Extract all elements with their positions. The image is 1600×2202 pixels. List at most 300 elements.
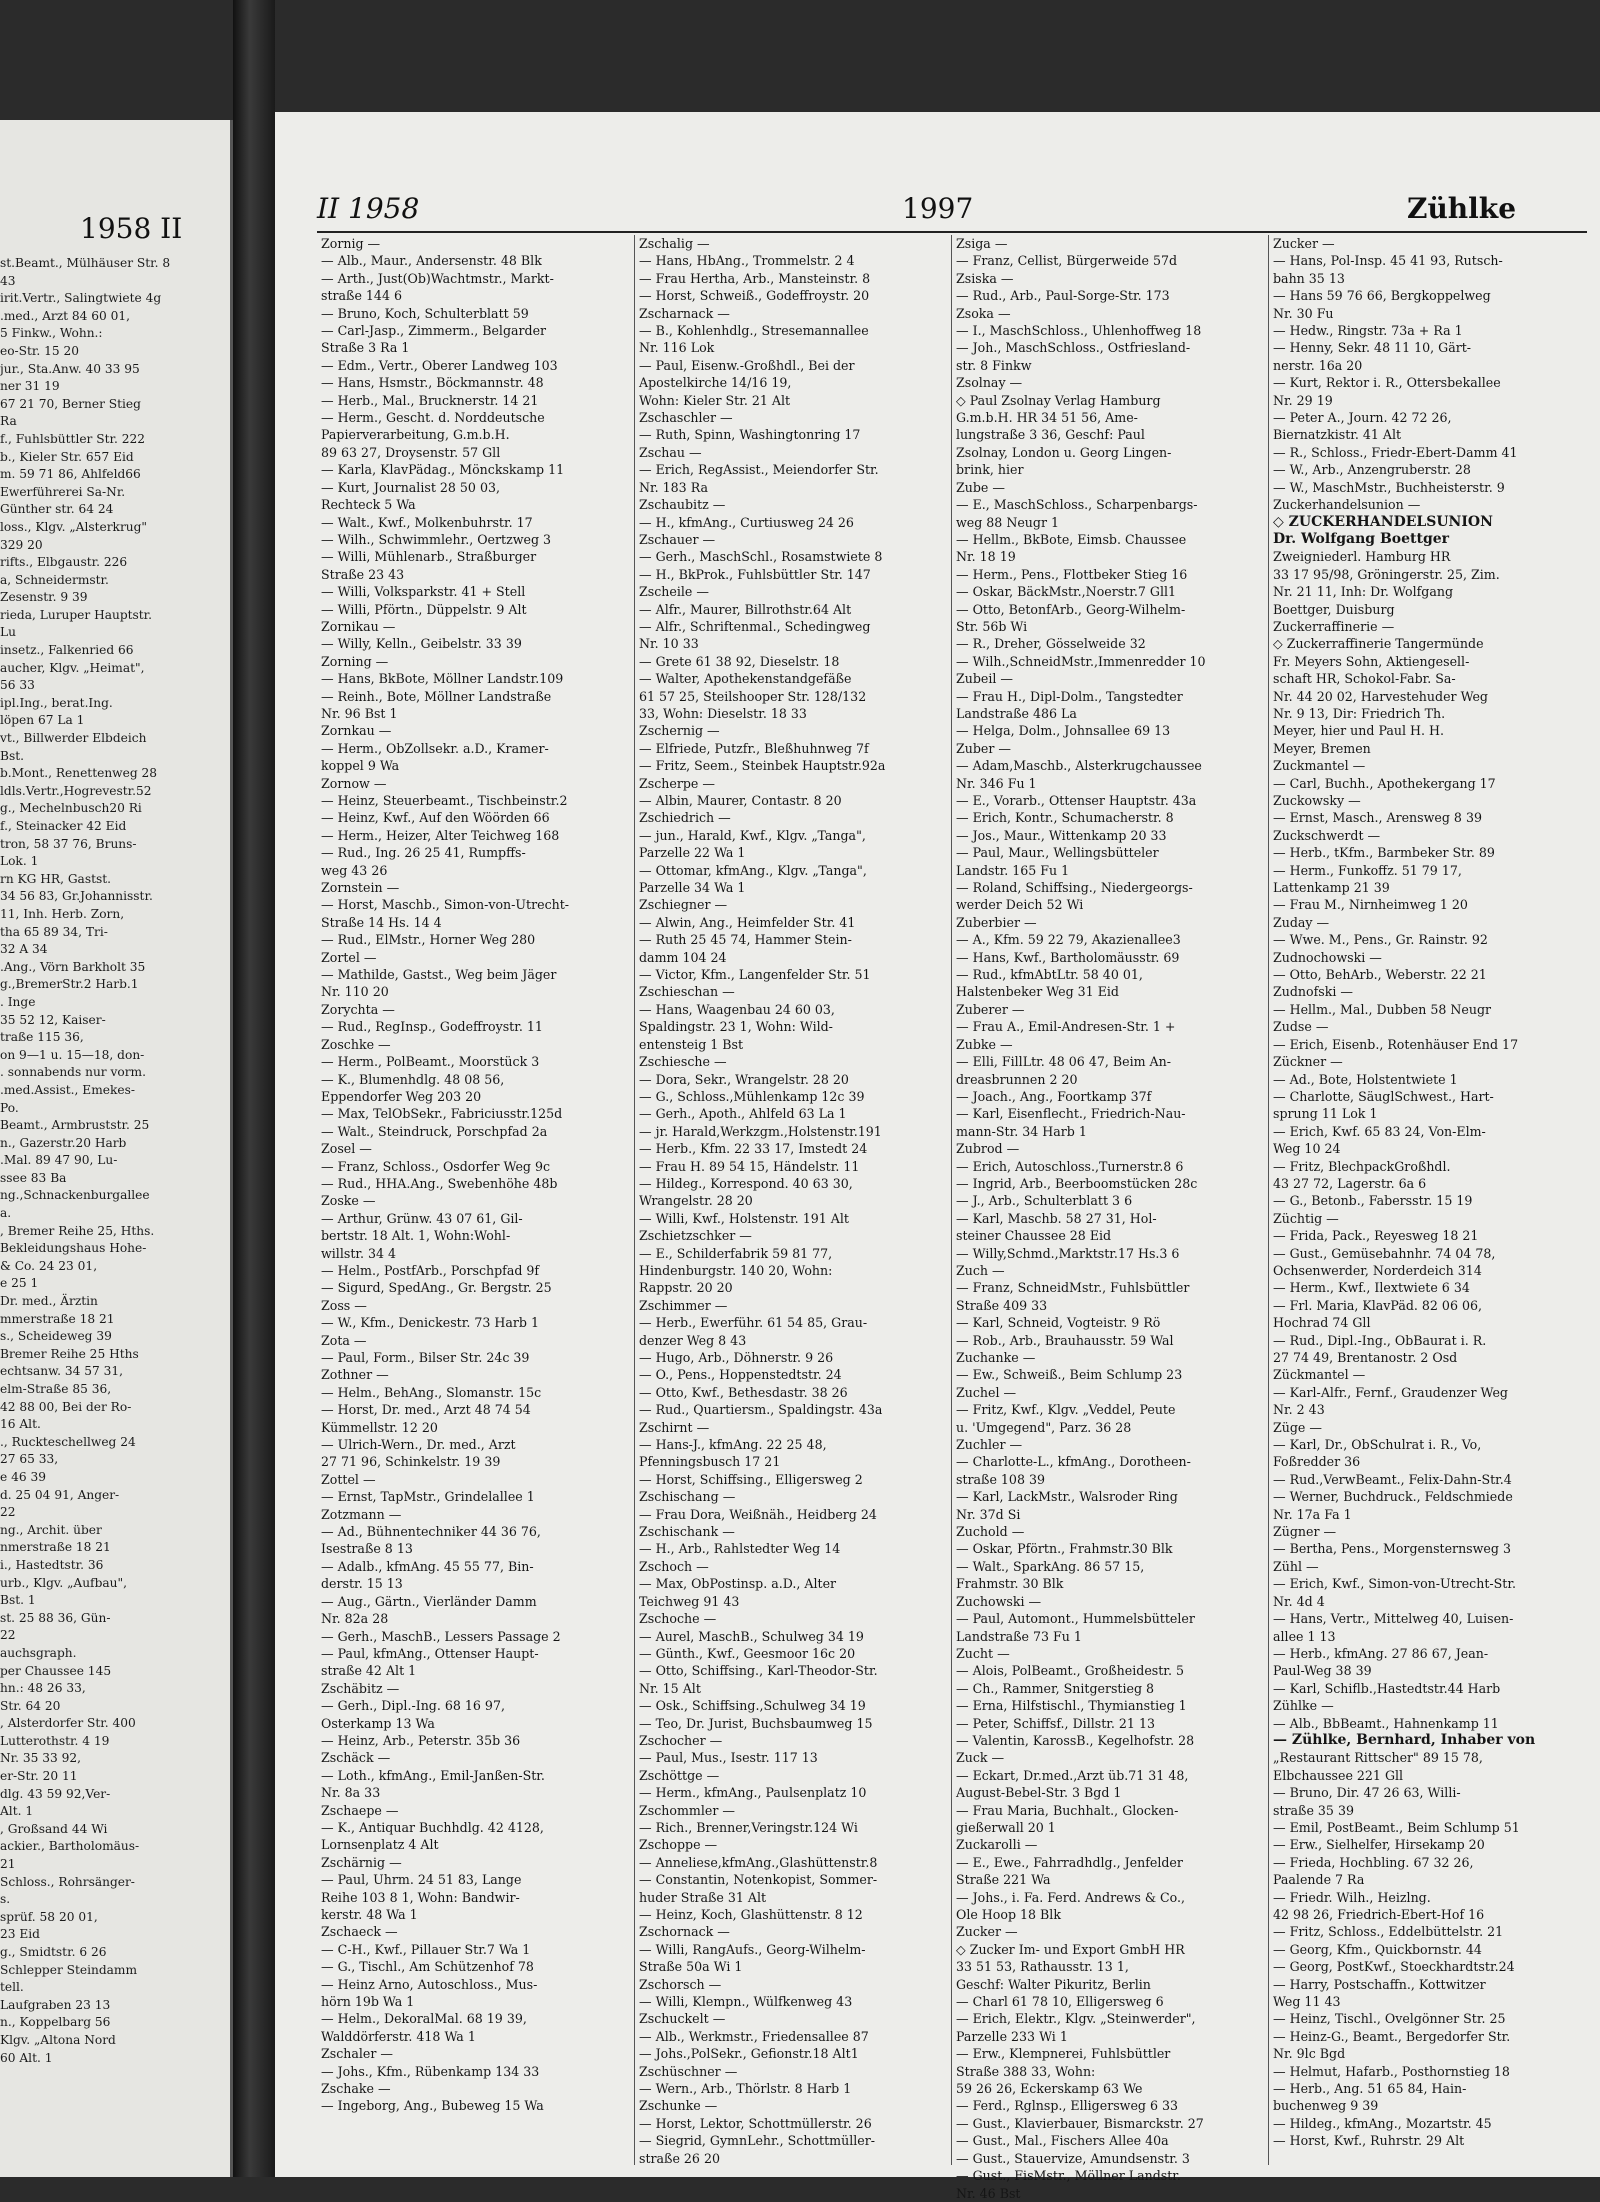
entry-line: bertstr. 18 Alt. 1, Wohn:Wohl- [321, 1228, 511, 1244]
entry-line: Nr. 29 19 [1273, 392, 1333, 408]
entry-line: — Herm., PolBeamt., Moorstück 3 [321, 1054, 540, 1070]
entry-line: Zschischank — [639, 1524, 735, 1540]
entry-line: — Frau Maria, Buchhalt., Glocken- [956, 1802, 1179, 1818]
directory-page [275, 112, 1600, 2201]
entry-line: loss., Klgv. „Alsterkrug" [0, 519, 148, 534]
entry-line: — Otto, BetonfArb., Georg-Wilhelm- [956, 601, 1186, 617]
entry-line: — Willy, Kelln., Geibelstr. 33 39 [321, 636, 522, 652]
entry-line: Zühl — [1273, 1558, 1319, 1574]
entry-line: schaft HR, Schokol-Fabr. Sa- [1273, 671, 1456, 687]
entry-line: — Günth., Kwf., Geesmoor 16c 20 [639, 1645, 856, 1661]
entry-line: — jr. Harald,Werkzgm.,Holstenstr.191 [639, 1123, 882, 1139]
entry-line: „Restaurant Rittscher" 89 15 78, [1273, 1750, 1483, 1766]
entry-line: — Gerh., Apoth., Ahlfeld 63 La 1 [639, 1106, 847, 1122]
entry-line: 42 88 00, Bei der Ro- [0, 1399, 132, 1414]
entry-line: — Fritz, Kwf., Klgv. „Veddel, Peute [956, 1402, 1176, 1418]
entry-line: willstr. 34 4 [321, 1245, 397, 1261]
entry-line: — Oskar, BäckMstr.,Noerstr.7 Gll1 [956, 584, 1177, 600]
entry-line: koppel 9 Wa [321, 758, 400, 774]
entry-line: — Erw., Sielhelfer, Hirsekamp 20 [1273, 1837, 1485, 1853]
entry-line: Ra [0, 414, 17, 429]
entry-line: — G., Tischl., Am Schützenhof 78 [321, 1959, 534, 1975]
entry-line: — Herm., kfmAng., Paulsenplatz 10 [639, 1785, 867, 1801]
entry-line: Zucht — [956, 1645, 1010, 1661]
entry-line: — Kurt, Rektor i. R., Ottersbekallee [1273, 375, 1501, 391]
directory-column-1 [317, 235, 634, 2165]
entry-line: eo-Str. 15 20 [0, 343, 80, 358]
entry-line: Landstr. 165 Fu 1 [956, 862, 1070, 878]
entry-line: huder Straße 31 Alt [639, 1889, 767, 1905]
entry-line: Hochrad 74 Gll [1273, 1315, 1371, 1331]
entry-line: Reihe 103 8 1, Wohn: Bandwir- [321, 1889, 520, 1905]
entry-line: — Hans, Pol-Insp. 45 41 93, Rutsch- [1273, 253, 1503, 269]
entry-line: — Teo, Dr. Jurist, Buchsbaumweg 15 [639, 1715, 873, 1731]
entry-line: 43 [0, 273, 16, 288]
entry-line: — Osk., Schiffsing.,Schulweg 34 19 [639, 1698, 866, 1714]
entry-line: Zschaepe — [321, 1802, 399, 1818]
volume-label: II 1958 [317, 192, 420, 225]
entry-line: — Paul, Mus., Isestr. 117 13 [639, 1750, 818, 1766]
entry-line: Zottel — [321, 1471, 376, 1487]
entry-line: .Mal. 89 47 90, Lu- [0, 1153, 118, 1168]
entry-line: 33 51 53, Rathausstr. 13 1, [956, 1959, 1129, 1975]
entry-line: Zschalig — [639, 236, 710, 251]
entry-line: — Peter A., Journ. 42 72 26, [1273, 410, 1452, 426]
entry-line: str. 8 Finkw [956, 357, 1032, 373]
entry-line: — Alfr., Maurer, Billrothstr.64 Alt [639, 601, 852, 617]
entry-line: Halstenbeker Weg 31 Eid [956, 984, 1119, 1000]
entry-line: e 46 39 [0, 1469, 46, 1484]
entry-line: — Loth., kfmAng., Emil-Janßen-Str. [321, 1767, 545, 1783]
entry-line: 33 17 95/98, Gröningerstr. 25, Zim. [1273, 566, 1500, 582]
entry-line: tron, 58 37 76, Bruns- [0, 836, 137, 851]
entry-line: kerstr. 48 Wa 1 [321, 1907, 418, 1922]
entry-line: Züge — [1273, 1419, 1322, 1435]
entry-line: — Rud., RegInsp., Godeffroystr. 11 [321, 1019, 543, 1035]
entry-line: — Adam,Maschb., Alsterkrugchaussee [956, 758, 1202, 774]
entry-line: rifts., Elbgaustr. 226 [0, 555, 128, 570]
entry-line: — Ch., Rammer, Snitgerstieg 8 [956, 1680, 1155, 1696]
entry-line: — Charlotte-L., kfmAng., Dorotheen- [956, 1454, 1191, 1470]
entry-line: Lattenkamp 21 39 [1273, 880, 1390, 896]
entry-line: — Carl, Buchh., Apothekergang 17 [1273, 775, 1496, 791]
entry-line: m. 59 71 86, Ahlfeld66 [0, 467, 141, 482]
entry-line: — Edm., Vertr., Oberer Landweg 103 [321, 357, 558, 373]
entry-line: August-Bebel-Str. 3 Bgd 1 [956, 1785, 1122, 1801]
entry-line: — Max, ObPostinsp. a.D., Alter [639, 1576, 837, 1592]
entry-line: — Otto, Kwf., Bethesdastr. 38 26 [639, 1384, 848, 1400]
entry-line: — E., Vorarb., Ottenser Hauptstr. 43a [956, 793, 1197, 808]
entry-line: — Alb., Werkmstr., Friedensallee 87 [639, 2028, 869, 2044]
entry-line: 22 [0, 1505, 16, 1520]
entry-line: — Zühlke, Bernhard, Inhaber von [1273, 1731, 1536, 1748]
entry-line: — W., Kfm., Denickestr. 73 Harb 1 [321, 1315, 539, 1331]
entry-line: — Erich, Eisenb., Rotenhäuser End 17 [1273, 1036, 1519, 1052]
entry-line: 56 33 [0, 678, 35, 693]
entry-line: 27 65 33, [0, 1452, 59, 1467]
entry-line: mmerstraße 18 21 [0, 1311, 115, 1326]
entry-line: Zschaubitz — [639, 497, 726, 513]
entry-line: insetz., Falkenried 66 [0, 643, 134, 658]
entry-line: Nr. 17a Fa 1 [1273, 1506, 1352, 1522]
entry-line: sprung 11 Lok 1 [1273, 1106, 1378, 1122]
entry-line: Zschiedrich — [639, 810, 731, 826]
entry-line: 60 Alt. 1 [0, 2050, 53, 2065]
entry-line: Zuckschwerdt — [1273, 827, 1381, 843]
entry-line: mann-Str. 34 Harb 1 [956, 1123, 1087, 1139]
entry-line: — C-H., Kwf., Pillauer Str.7 Wa 1 [321, 1941, 531, 1957]
entry-line: Nr. 18 19 [956, 549, 1016, 565]
entry-line: Wohn: Kieler Str. 21 Alt [639, 392, 791, 408]
entry-line: bahn 35 13 [1273, 270, 1345, 286]
entry-line: elm-Straße 85 36, [0, 1382, 112, 1396]
entry-line: Zschernig — [639, 723, 720, 739]
entry-line: — Bruno, Dir. 47 26 63, Willi- [1273, 1785, 1461, 1801]
entry-line: Str. 56b Wi [956, 618, 1028, 634]
entry-line: rieda, Luruper Hauptstr. [0, 607, 153, 622]
entry-line: — Herb., Ewerführ. 61 54 85, Grau- [639, 1315, 868, 1331]
entry-line: dreasbrunnen 2 20 [956, 1071, 1078, 1087]
entry-line: Laufgraben 23 13 [0, 1997, 111, 2012]
entry-line: — Herb., Kfm. 22 33 17, Imstedt 24 [639, 1141, 868, 1157]
entry-line: Zsiska — [956, 270, 1014, 286]
entry-line: ner 31 19 [0, 379, 60, 394]
entry-line: n., Gazerstr.20 Harb [0, 1135, 127, 1150]
entry-line: Pfenningsbusch 17 21 [639, 1454, 781, 1470]
entry-line: Paul-Weg 38 39 [1273, 1663, 1372, 1679]
entry-line: 11, Inh. Herb. Zorn, [0, 906, 125, 921]
entry-line: hörn 19b Wa 1 [321, 1994, 415, 2010]
entry-line: Zuchel — [956, 1384, 1017, 1400]
running-name: Zühlke [1407, 192, 1517, 225]
entry-line: ◇ Paul Zsolnay Verlag Hamburg [956, 392, 1161, 408]
entry-line: Bst. [0, 748, 24, 763]
entry-line: Zschocher — [639, 1732, 723, 1748]
entry-line: — Victor, Kfm., Langenfelder Str. 51 [639, 967, 871, 983]
entry-line: — H., kfmAng., Curtiusweg 24 26 [639, 514, 854, 530]
entry-line: straße 108 39 [956, 1471, 1045, 1487]
entry-line: — Karl, Maschb. 58 27 31, Hol- [956, 1210, 1157, 1226]
entry-line: — Wwe. M., Pens., Gr. Rainstr. 92 [1273, 932, 1488, 948]
entry-line: g.,BremerStr.2 Harb.1 [0, 977, 139, 992]
entry-line: Lu [0, 625, 16, 640]
entry-line: — Rob., Arb., Brauhausstr. 59 Wal [956, 1332, 1174, 1348]
entry-line: Fr. Meyers Sohn, Aktiengesell- [1273, 653, 1470, 669]
entry-line: — Frau H. 89 54 15, Händelstr. 11 [639, 1158, 860, 1174]
entry-line: Hindenburgstr. 140 20, Wohn: [639, 1262, 833, 1278]
entry-line: Meyer, Bremen [1273, 740, 1371, 756]
entry-line: Zschaler — [321, 2046, 393, 2062]
entry-line: — Herb., kfmAng. 27 86 67, Jean- [1273, 1645, 1489, 1661]
entry-line: — Herb., Ang. 51 65 84, Hain- [1273, 2081, 1467, 2097]
entry-line: 34 56 83, Gr.Johannisstr. [0, 889, 153, 904]
entry-line: straße 42 Alt 1 [321, 1663, 417, 1679]
entry-line: — Herm., Kwf., Ilextwiete 6 34 [1273, 1280, 1470, 1296]
entry-line: — Franz, Cellist, Bürgerweide 57d [956, 253, 1178, 269]
entry-line: — H., BkProk., Fuhlsbüttler Str. 147 [639, 566, 871, 582]
entry-line: Zuckmantel — [1273, 758, 1366, 774]
entry-line: — Rud., Ing. 26 25 41, Rumpffs- [321, 845, 526, 861]
entry-line: — Elfriede, Putzfr., Bleßhuhnweg 7f [639, 740, 869, 756]
entry-line: — Erich, Kwf., Simon-von-Utrecht-Str. [1273, 1576, 1516, 1592]
entry-line: — H., Arb., Rahlstedter Weg 14 [639, 1541, 841, 1557]
entry-line: Zschieschan — [639, 984, 735, 1000]
entry-line: — Carl-Jasp., Zimmerm., Belgarder [321, 323, 547, 339]
entry-line: — Constantin, Notenkopist, Sommer- [639, 1872, 878, 1888]
entry-line: — Siegrid, GymnLehr., Schottmüller- [639, 2133, 876, 2149]
directory-columns [317, 235, 1587, 2201]
entry-line: Zscherpe — [639, 775, 715, 791]
entry-line: s. [0, 1892, 11, 1907]
entry-line: urb., Klgv. „Aufbau", [0, 1575, 127, 1590]
entry-line: — Fritz, Schloss., Eddelbüttelstr. 21 [1273, 1924, 1504, 1940]
entry-line: 23 Eid [0, 1927, 40, 1942]
entry-line: — Frieda, Hochbling. 67 32 26, [1273, 1854, 1474, 1870]
entry-line: 32 A 34 [0, 942, 48, 957]
entry-line: straße 26 20 [639, 2150, 720, 2166]
entry-line: Straße 14 Hs. 14 4 [321, 914, 442, 930]
entry-line: entensteig 1 Bst [639, 1036, 744, 1052]
entry-line: .med.Assist., Emekes- [0, 1082, 135, 1097]
entry-line: — R., Dreher, Gösselweide 32 [956, 636, 1146, 652]
entry-line: — W., Arb., Anzengruberstr. 28 [1273, 462, 1471, 478]
entry-line: — E., MaschSchloss., Scharpenbargs- [956, 497, 1198, 513]
entry-line: — Rud., ElMstr., Horner Weg 280 [321, 932, 536, 948]
entry-line: — Helm., DekoralMal. 68 19 39, [321, 2011, 527, 2027]
entry-line: ldls.Vertr.,Hogrevestr.52 [0, 783, 152, 798]
entry-line: — Johs., i. Fa. Ferd. Andrews & Co., [956, 1889, 1186, 1905]
entry-line: st.Beamt., Mülhäuser Str. 8 [0, 256, 171, 270]
entry-line: — Alb., Maur., Andersenstr. 48 Blk [321, 253, 542, 269]
entry-line: — E., Schilderfabrik 59 81 77, [639, 1245, 833, 1261]
entry-line: — Adalb., kfmAng. 45 55 77, Bin- [321, 1558, 534, 1574]
entry-line: werder Deich 52 Wi [956, 897, 1084, 913]
entry-line: Weg 10 24 [1273, 1141, 1341, 1157]
entry-line: Meyer, hier und Paul H. H. [1273, 723, 1444, 739]
entry-line: — Alois, PolBeamt., Großheidestr. 5 [956, 1663, 1184, 1679]
entry-line: — Heinz-G., Beamt., Bergedorfer Str. [1273, 2028, 1511, 2044]
entry-line: Bst. 1 [0, 1593, 36, 1608]
entry-line: 329 20 [0, 537, 43, 552]
entry-line: u. 'Umgegend", Parz. 36 28 [956, 1419, 1132, 1435]
entry-line: Zornikau — [321, 618, 396, 634]
entry-line: Nr. 35 33 92, [0, 1751, 82, 1766]
entry-line: — Eckart, Dr.med.,Arzt üb.71 31 48, [956, 1767, 1189, 1783]
entry-line: — Hans, BkBote, Möllner Landstr.109 [321, 671, 564, 687]
entry-line: — Anneliese,kfmAng.,Glashüttenstr.8 [639, 1854, 878, 1870]
entry-line: — Rud., Arb., Paul-Sorge-Str. 173 [956, 288, 1170, 304]
entry-line: 21 [0, 1857, 16, 1872]
entry-line: — Aurel, MaschB., Schulweg 34 19 [639, 1628, 864, 1644]
entry-line: Zuck — [956, 1750, 1005, 1766]
entry-line: — Heinz, Arb., Peterstr. 35b 36 [321, 1732, 521, 1748]
entry-line: Nr. 8a 33 [321, 1785, 381, 1801]
entry-line: — Fritz, BlechpackGroßhdl. [1273, 1158, 1451, 1174]
entry-line: — Charlotte, SäuglSchwest., Hart- [1273, 1088, 1494, 1104]
entry-line: Zschorsch — [639, 1976, 722, 1992]
entry-line: — Ferd., Rglnsp., Elligersweg 6 33 [956, 2098, 1179, 2114]
entry-line: Zotzmann — [321, 1506, 402, 1522]
entry-line: Zschiegner — [639, 897, 728, 913]
entry-line: — Reinh., Bote, Möllner Landstraße [321, 688, 552, 704]
entry-line: allee 1 13 [1273, 1628, 1336, 1644]
entry-line: Nr. 30 Fu [1273, 305, 1334, 321]
entry-line: — Otto, Schiffsing., Karl-Theodor-Str. [639, 1663, 878, 1679]
entry-line: — Joh., MaschSchloss., Ostfriesland- [956, 340, 1191, 356]
entry-line: ◇ Zucker Im- und Export GmbH HR [956, 1941, 1185, 1957]
entry-line: — Willi, Pförtn., Düppelstr. 9 Alt [321, 601, 527, 617]
entry-line: e 25 1 [0, 1276, 39, 1291]
entry-line: Lornsenplatz 4 Alt [321, 1837, 439, 1853]
entry-line: ., Ruckteschellweg 24 [0, 1434, 136, 1449]
entry-line: — K., Blumenhdlg. 48 08 56, [321, 1071, 505, 1087]
entry-line: — Valentin, KarossB., Kegelhofstr. 28 [956, 1732, 1195, 1748]
entry-line: — Grete 61 38 92, Dieselstr. 18 [639, 653, 840, 669]
directory-column-2 [634, 235, 951, 2165]
entry-line: Isestraße 8 13 [321, 1541, 413, 1557]
entry-line: Nr. 82a 28 [321, 1611, 389, 1627]
entry-line: — Frau M., Nirnheimweg 1 20 [1273, 897, 1468, 913]
entry-line: — Helm., PostfArb., Porschpfad 9f [321, 1262, 540, 1278]
left-page-header: 1958 II [80, 212, 183, 245]
entry-line: Züchtig — [1273, 1210, 1339, 1226]
entry-line: — Gust., Klavierbauer, Bismarckstr. 27 [956, 2115, 1204, 2131]
entry-line: Papierverarbeitung, G.m.b.H. [321, 427, 510, 443]
entry-line: Zschischang — [639, 1489, 736, 1505]
entry-line: — Heinz, Koch, Glashüttenstr. 8 12 [639, 1907, 863, 1922]
entry-line: — Erna, Hilfstischl., Thymianstieg 1 [956, 1698, 1187, 1714]
entry-line: auchsgraph. [0, 1645, 77, 1660]
entry-line: — Willi, Kwf., Holstenstr. 191 Alt [639, 1210, 849, 1226]
entry-line: — Herm., Heizer, Alter Teichweg 168 [321, 827, 560, 843]
entry-line: Straße 23 43 [321, 566, 405, 582]
entry-line: tell. [0, 1980, 24, 1995]
entry-line: — Erich, Kwf. 65 83 24, Von-Elm- [1273, 1123, 1486, 1139]
entry-line: Zschirnt — [639, 1419, 710, 1435]
entry-line: straße 144 6 [321, 288, 402, 304]
entry-line: Zschoch — [639, 1558, 709, 1574]
entry-line: a, Schneidermstr. [0, 572, 109, 587]
entry-line: ◇ ZUCKERHANDELSUNION [1273, 513, 1493, 530]
entry-line: — Herm., ObZollsekr. a.D., Kramer- [321, 740, 549, 756]
entry-line: g., Mechelnbusch20 Ri [0, 801, 142, 816]
entry-line: Nr. 37d Si [956, 1506, 1021, 1522]
entry-line: — Hans, Hsmstr., Böckmannstr. 48 [321, 375, 544, 391]
entry-line: — Herb., tKfm., Barmbeker Str. 89 [1273, 845, 1495, 861]
entry-line: 16 Alt. [0, 1417, 41, 1432]
entry-line: Zuchowski — [956, 1593, 1042, 1609]
entry-line: — Arthur, Grünw. 43 07 61, Gil- [321, 1210, 523, 1226]
entry-line: traße 115 36, [0, 1030, 84, 1045]
entry-line: — Emil, PostBeamt., Beim Schlump 51 [1273, 1819, 1520, 1835]
entry-line: — Werner, Buchdruck., Feldschmiede [1273, 1489, 1513, 1505]
entry-line: Nr. 96 Bst 1 [321, 705, 398, 721]
entry-line: Nr. 46 Bst [956, 2185, 1021, 2201]
entry-line: Weg 11 43 [1273, 1994, 1341, 2010]
entry-line: — E., Ewe., Fahrradhdlg., Jenfelder [956, 1854, 1183, 1870]
entry-line: — Frau H., Dipl-Dolm., Tangstedter [956, 688, 1183, 704]
entry-line: Zubrod — [956, 1141, 1020, 1157]
entry-line: Rechteck 5 Wa [321, 497, 416, 513]
entry-line: Ewerführerei Sa-Nr. [0, 484, 126, 499]
entry-line: Zornstein — [321, 880, 400, 896]
entry-line: Lok. 1 [0, 854, 39, 869]
entry-line: Zschüschner — [639, 2063, 738, 2079]
entry-line: — Kurt, Journalist 28 50 03, [321, 479, 500, 495]
entry-line: — Walter, Apothekenstandgefäße [639, 671, 852, 687]
entry-line: Zuch — [956, 1262, 1005, 1278]
entry-line: 35 52 12, Kaiser- [0, 1012, 106, 1027]
entry-line: Beamt., Armbruststr. 25 [0, 1118, 150, 1133]
entry-line: — Fritz, Seem., Steinbek Hauptstr.92a [639, 758, 886, 774]
entry-line: — Hans, HbAng., Trommelstr. 2 4 [639, 253, 855, 269]
entry-line: — Wilh.,SchneidMstr.,Immenredder 10 [956, 653, 1206, 669]
entry-line: per Chaussee 145 [0, 1663, 112, 1678]
entry-line: Zuberbier — [956, 914, 1037, 930]
entry-line: & Co. 24 23 01, [0, 1258, 98, 1273]
entry-line: nmerstraße 18 21 [0, 1540, 111, 1555]
entry-line: — Hans-J., kfmAng. 22 25 48, [639, 1437, 827, 1453]
entry-line: Landstraße 486 La [956, 705, 1077, 721]
left-page-column [0, 255, 226, 2067]
entry-line: — Horst, Schiffsing., Elligersweg 2 [639, 1471, 863, 1487]
entry-line: a. [0, 1206, 12, 1221]
entry-line: st. 25 88 36, Gün- [0, 1610, 111, 1625]
entry-line: — Frau A., Emil-Andresen-Str. 1 + [956, 1019, 1176, 1035]
entry-line: Zuchold — [956, 1524, 1025, 1540]
entry-line: — Charl 61 78 10, Elligersweg 6 [956, 1994, 1164, 2010]
entry-line: Zschommler — [639, 1802, 735, 1818]
entry-line: — Franz, Schloss., Osdorfer Weg 9c [321, 1158, 551, 1174]
entry-line: s., Scheideweg 39 [0, 1329, 112, 1344]
entry-line: — A., Kfm. 59 22 79, Akazienallee3 [956, 932, 1181, 948]
entry-line: — Arth., Just(Ob)Wachtmstr., Markt- [321, 270, 554, 286]
entry-line: — Oskar, Pförtn., Frahmstr.30 Blk [956, 1541, 1173, 1557]
entry-line: b., Kieler Str. 657 Eid [0, 449, 134, 464]
entry-line: Zsolnay — [956, 375, 1023, 391]
entry-line: — Otto, BehArb., Weberstr. 22 21 [1273, 967, 1487, 983]
entry-line: Zuckowsky — [1273, 793, 1361, 808]
entry-line: — Friedr. Wilh., Heizlng. [1273, 1889, 1431, 1905]
entry-line: Parzelle 22 Wa 1 [639, 845, 746, 861]
entry-line: — Gerh., MaschB., Lessers Passage 2 [321, 1628, 561, 1644]
entry-line: , Großsand 44 Wi [0, 1821, 108, 1836]
entry-line: Straße 388 33, Wohn: [956, 2063, 1096, 2079]
entry-line: Nr. 4d 4 [1273, 1593, 1325, 1609]
entry-line: , Alsterdorfer Str. 400 [0, 1716, 136, 1731]
entry-line: Ole Hoop 18 Blk [956, 1907, 1061, 1922]
entry-line: ipl.Ing., berat.Ing. [0, 695, 113, 710]
entry-line: — R., Schloss., Friedr-Ebert-Damm 41 [1273, 444, 1518, 460]
entry-line: — Gerh., MaschSchl., Rosamstwiete 8 [639, 549, 883, 565]
entry-line: — Hildeg., Korrespond. 40 63 30, [639, 1175, 853, 1191]
entry-line: — Karl, LackMstr., Walsroder Ring [956, 1489, 1178, 1505]
entry-line: tha 65 89 34, Tri- [0, 924, 108, 939]
entry-line: Frahmstr. 30 Blk [956, 1576, 1064, 1592]
entry-line: — W., MaschMstr., Buchheisterstr. 9 [1273, 479, 1505, 495]
entry-line: Zornkau — [321, 723, 392, 739]
entry-line: — Paul, Uhrm. 24 51 83, Lange [321, 1872, 522, 1888]
entry-line: — Elli, FillLtr. 48 06 47, Beim An- [956, 1054, 1171, 1070]
entry-line: — Willi, Mühlenarb., Straßburger [321, 549, 537, 565]
entry-line: — B., Kohlenhdlg., Stresemannallee [639, 323, 869, 339]
entry-line: Kümmellstr. 12 20 [321, 1419, 438, 1435]
entry-line: Zscheile — [639, 584, 709, 600]
entry-line: — Aug., Gärtn., Vierländer Damm [321, 1593, 537, 1609]
entry-line: brink, hier [956, 462, 1024, 478]
entry-line: Zuckerraffinerie — [1273, 618, 1395, 634]
entry-line: — Herm., Pens., Flottbeker Stieg 16 [956, 566, 1188, 582]
